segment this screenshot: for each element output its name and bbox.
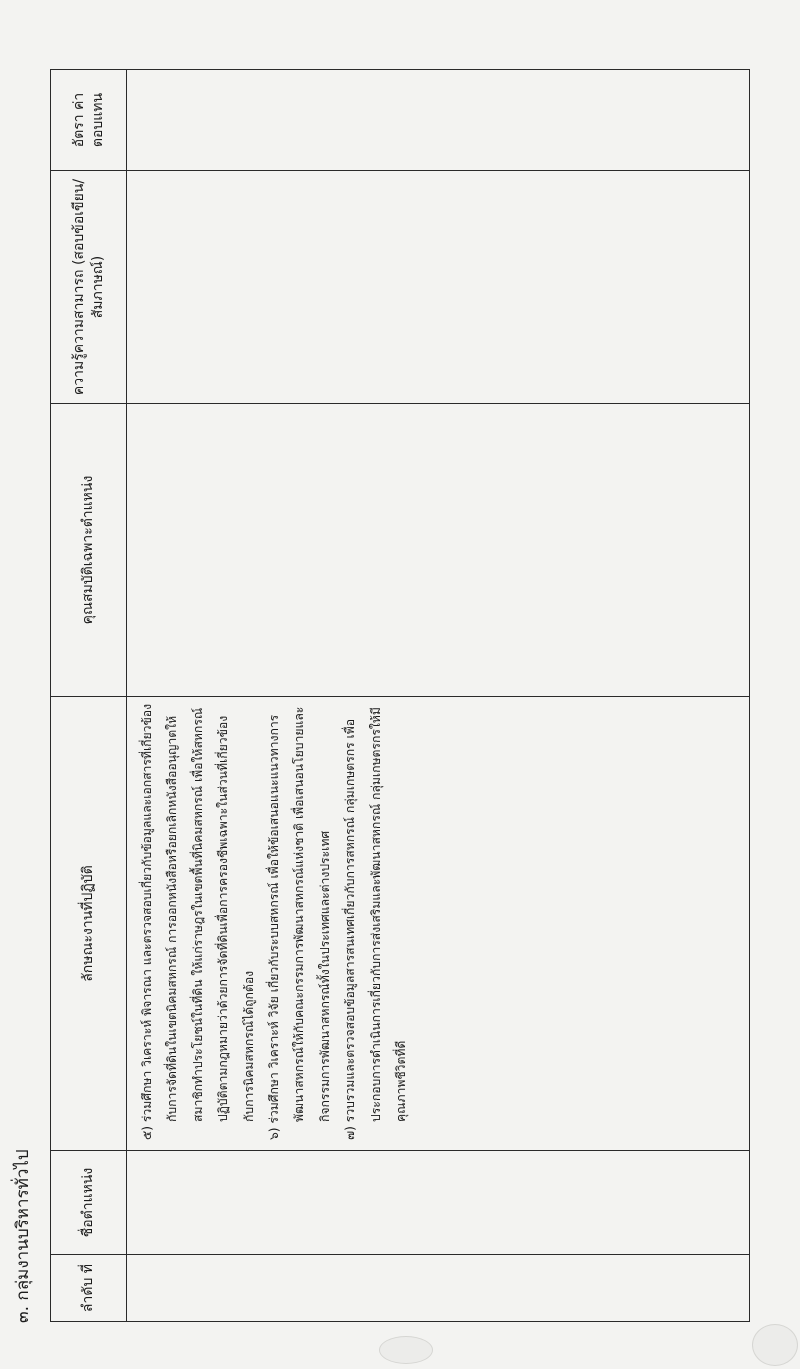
header-qualification: คุณสมบัติเฉพาะตำแหน่ง (51, 404, 127, 697)
header-seq: ลำดับ ที่ (51, 1255, 127, 1322)
cell-duties (127, 697, 750, 1151)
cell-position (127, 1151, 750, 1255)
cell-knowledge (127, 171, 750, 404)
header-duties: ลักษณะงานที่ปฏิบัติ (51, 697, 127, 1151)
duty-item-5: ๕) ร่วมศึกษา วิเคราะห์ พิจารณา และตรวจสอบเกี่ยวกับข้อมูลและเอกสารที่เกี่ยวข้องกับการจัดที่ดินในเขตนิคมสหกรณ์ การออกหนังสือหรือยกเลิกหนังสืออนุญาตให้สมาชิกทำประโยชน์ในที่ดิน ให้แก่ราษฎรในเขตพื้นที่นิคมสหกรณ์ เพื่อให้สหกรณ์ปฏิบัติตามกฎหมายว่าด้วยการจัดที่ดินเพื่อการครองชีพเฉพาะในส่วนที่เกี่ยวข้องกับการนิคมสหกรณ์ได้ถูกต้อง (140, 703, 256, 1140)
section-heading: ๓. กลุ่มงานบริหารทั่วไป (13, 1149, 33, 1323)
position-table (50, 69, 750, 1322)
duty-item-7: ๗) รวบรวมและตรวจสอบข้อมูลสารสนเทศเกี่ยวกับการสหกรณ์ กลุ่มเกษตรกร เพื่อประกอบการดำเนินการเกี่ยวกับการส่งเสริมและพัฒนาสหกรณ์ กลุ่มเกษตรกรให้มีคุณภาพชีวิตที่ดี (343, 707, 409, 1140)
header-knowledge: ความรู้ความสามารถ (สอบข้อเขียน/สัมภาษณ์) (51, 171, 127, 404)
scan-artifact (752, 1324, 798, 1366)
duty-item-6: ๖) ร่วมศึกษา วิเคราะห์ วิจัย เกี่ยวกับระบบสหกรณ์ เพื่อให้ข้อเสนอแนะแนวทางการพัฒนาสหกรณ์ให้กับคณะกรรมการพัฒนาสหกรณ์แห่งชาติ เพื่อเสนอนโยบายและกิจกรรมการพัฒนาสหกรณ์ทั้งในประเทศและต่างประเทศ (267, 706, 332, 1140)
header-row (51, 70, 127, 1322)
scan-artifact (379, 1336, 433, 1364)
table-row (127, 70, 750, 1322)
cell-seq (127, 1255, 750, 1322)
cell-qualification (127, 404, 750, 697)
header-position: ชื่อตำแหน่ง (51, 1151, 127, 1255)
cell-rate (127, 70, 750, 171)
header-rate: อัตรา ค่าตอบแทน (51, 70, 127, 171)
